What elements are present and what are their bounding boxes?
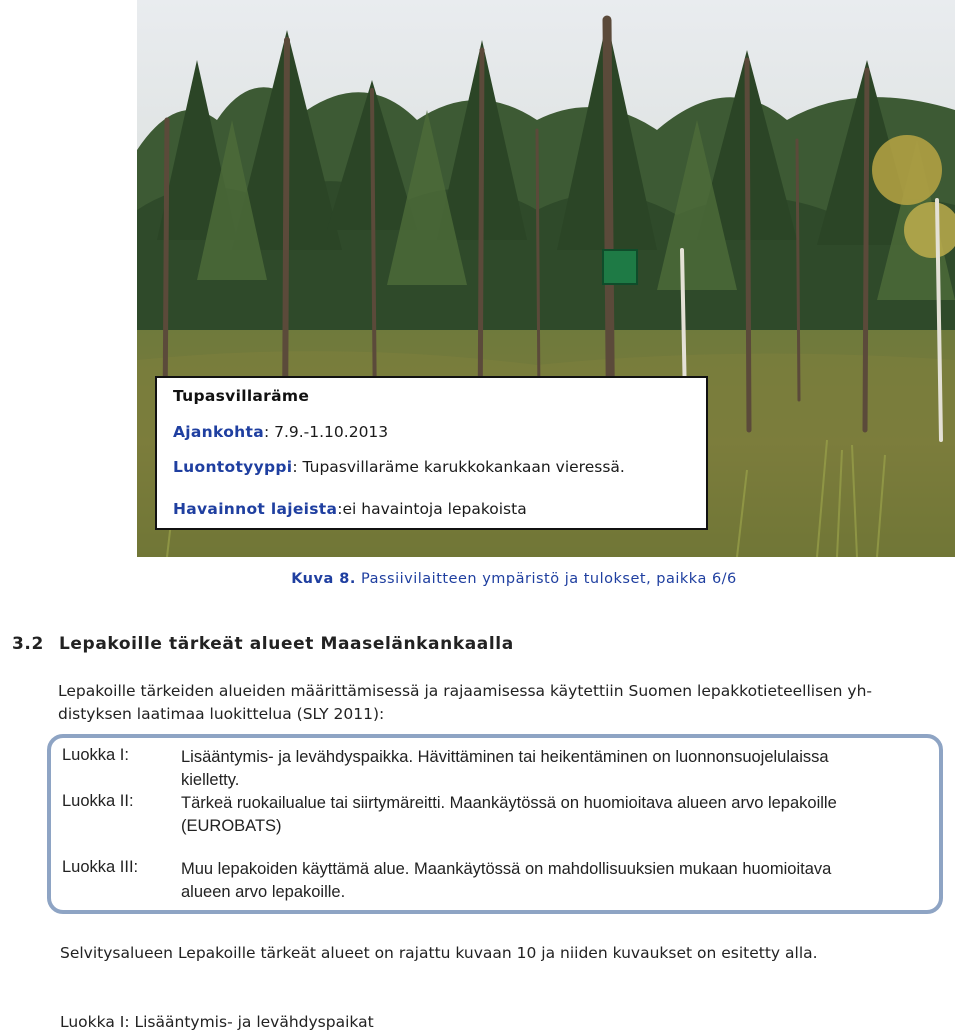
class-1-subheading: Luokka I: Lisääntymis- ja levähdyspaikat [60, 1013, 374, 1031]
habitat-label: Luontotyyppi [173, 458, 293, 476]
habitat-row [173, 458, 625, 476]
intro-paragraph [58, 680, 948, 726]
photo-info-box [155, 376, 708, 530]
class-3-line: Muu lepakoiden käyttämä alue. Maankäytössä on mahdollisuuksien mukaan huomioitava [181, 860, 832, 878]
class-1-line: kielletty. [181, 771, 240, 789]
site-title: Tupasvillaräme [173, 387, 310, 405]
observations-row [173, 500, 527, 518]
intro-line: Lepakoille tärkeiden alueiden määrittämisessä ja rajaamisessa käytettiin Suomen lepakkotieteellisen yh- [58, 682, 873, 700]
date-value: : 7.9.-1.10.2013 [263, 423, 389, 441]
figure-caption [0, 571, 960, 587]
figure-caption-label: Kuva 8. [291, 571, 356, 587]
intro-line: distyksen laatimaa luokittelua (SLY 2011): [58, 705, 385, 723]
section-number: 3.2 [12, 634, 44, 654]
class-1-label: Luokka I: [62, 746, 129, 764]
date-row [173, 423, 388, 441]
class-3-label: Luokka III: [62, 858, 139, 876]
observations-label: Havainnot lajeista [173, 500, 338, 518]
figure-caption-text: Passiivilaitteen ympäristö ja tulokset, paikka 6/6 [361, 571, 737, 587]
class-2-description [181, 792, 941, 838]
classification-panel [47, 734, 943, 914]
summary-paragraph: Selvitysalueen Lepakoille tärkeät alueet on rajattu kuvaan 10 ja niiden kuvaukset on esitetty alla. [60, 944, 818, 962]
class-1-line: Lisääntymis- ja levähdyspaikka. Hävittäminen tai heikentäminen on luonnonsuojelulaissa [181, 748, 829, 766]
class-1-description [181, 746, 941, 792]
section-title: Lepakoille tärkeät alueet Maaselänkankaalla [59, 634, 514, 654]
date-label: Ajankohta [173, 423, 264, 441]
class-2-label: Luokka II: [62, 792, 134, 810]
observations-value: :ei havaintoja lepakoista [337, 500, 527, 518]
class-3-description [181, 858, 941, 904]
class-3-line: alueen arvo lepakoille. [181, 883, 346, 901]
section-heading [12, 634, 514, 654]
class-2-line: Tärkeä ruokailualue tai siirtymäreitti. Maankäytössä on huomioitava alueen arvo lepakoille [181, 794, 837, 812]
habitat-value: : Tupasvillaräme karukkokankaan vieressä. [292, 458, 625, 476]
class-2-line: (EUROBATS) [181, 817, 282, 835]
